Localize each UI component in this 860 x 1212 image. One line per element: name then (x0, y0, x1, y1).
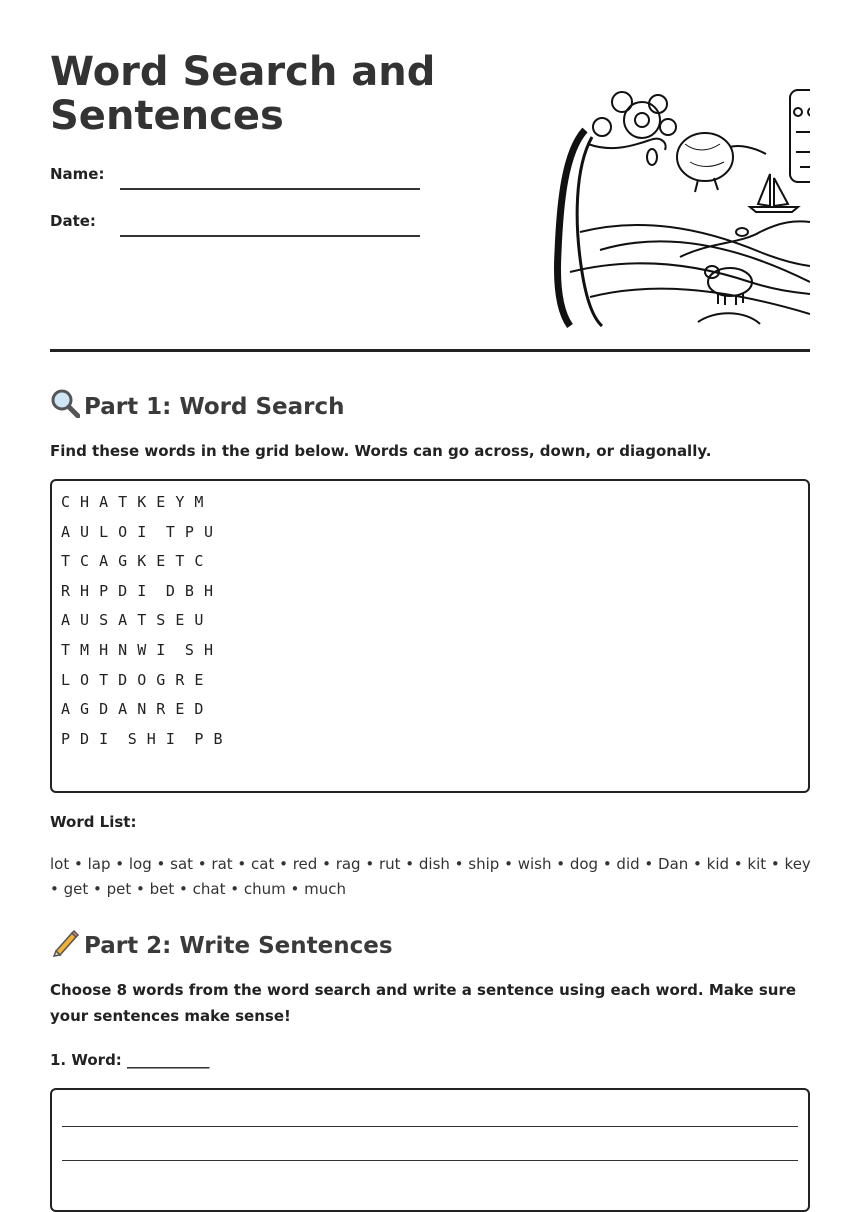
nz-scene-illustration (530, 82, 810, 328)
grid-row: R H P D I D B H (61, 582, 214, 600)
part1-instructions: Find these words in the grid below. Words can go across, down, or diagonally. (50, 442, 712, 460)
name-label: Name: (50, 165, 105, 183)
part1-heading-text: Part 1: Word Search (84, 394, 345, 420)
date-write-line[interactable] (120, 235, 420, 237)
name-field[interactable] (50, 165, 420, 195)
part2-instructions: Choose 8 words from the word search and write a sentence using each word. Make sure your sentences make sense! (50, 981, 797, 1025)
pencil-icon (50, 927, 80, 957)
grid-row: A U L O I T P U (61, 523, 214, 541)
magnifying-glass-icon (50, 388, 80, 418)
grid-row: A G D A N R E D (61, 700, 204, 718)
part1-heading (50, 388, 345, 420)
part2-heading-text: Part 2: Write Sentences (84, 933, 393, 959)
word-list-label: Word List: (50, 813, 137, 831)
grid-row: L O T D O G R E (61, 671, 204, 689)
writing-line[interactable] (62, 1126, 798, 1127)
grid-row: C H A T K E Y M (61, 493, 204, 511)
word-search-grid (50, 479, 810, 793)
grid-row: A U S A T S E U (61, 611, 204, 629)
part2-heading (50, 927, 393, 959)
name-write-line[interactable] (120, 188, 420, 190)
grid-row: T M H N W I S H (61, 641, 214, 659)
page-title: Word Search and Sentences (50, 49, 436, 139)
grid-row: P D I S H I P B (61, 730, 224, 748)
date-field[interactable] (50, 212, 420, 242)
sentence-word-prompt[interactable]: 1. Word: ___________ (50, 1051, 210, 1069)
grid-row: T C A G K E T C (61, 552, 204, 570)
header-divider (50, 349, 810, 352)
sentence-writing-box[interactable] (50, 1088, 810, 1212)
date-label: Date: (50, 212, 96, 230)
word-list: lot • lap • log • sat • rat • cat • red • rag • rut • dish • ship • wish • dog • did • Dan • kid • kit • key • get • pet • bet • chat • chum • much (50, 855, 811, 898)
